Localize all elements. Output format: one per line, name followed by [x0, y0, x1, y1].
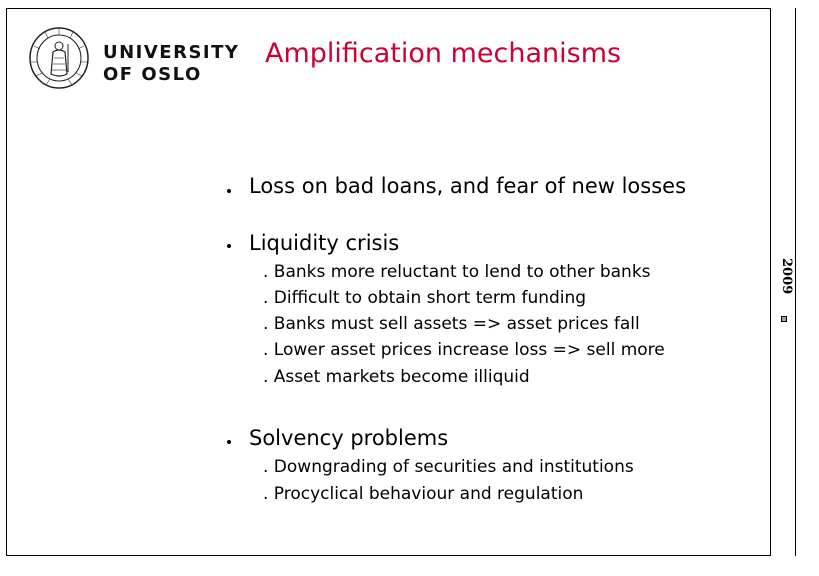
sub-item: . Difficult to obtain short term funding [263, 288, 587, 308]
year-marker [781, 316, 787, 322]
university-name-line2: OF OSLO [103, 64, 202, 85]
bullet-dot [227, 440, 231, 444]
university-name-line1: UNIVERSITY [103, 42, 240, 63]
sub-item: . Downgrading of securities and institutions [263, 457, 634, 477]
slide-title: Amplification mechanisms [265, 38, 622, 69]
bullet-solvency-problems: Solvency problems [249, 426, 449, 450]
sub-item: . Asset markets become illiquid [263, 367, 530, 387]
university-name [103, 42, 239, 86]
sub-item: . Banks more reluctant to lend to other banks [263, 262, 651, 282]
bullet-dot [227, 189, 231, 193]
year-label: 2009 [779, 258, 794, 295]
bullet-loss-on-bad-loans: Loss on bad loans, and fear of new losses [249, 174, 687, 198]
sub-item: . Procyclical behaviour and regulation [263, 484, 584, 504]
sub-item: . Banks must sell assets => asset prices fall [263, 314, 640, 334]
bullet-liquidity-crisis: Liquidity crisis [249, 231, 400, 255]
bullet-dot [227, 244, 231, 248]
sub-item: . Lower asset prices increase loss => sell more [263, 340, 665, 360]
university-seal-logo [28, 26, 90, 90]
